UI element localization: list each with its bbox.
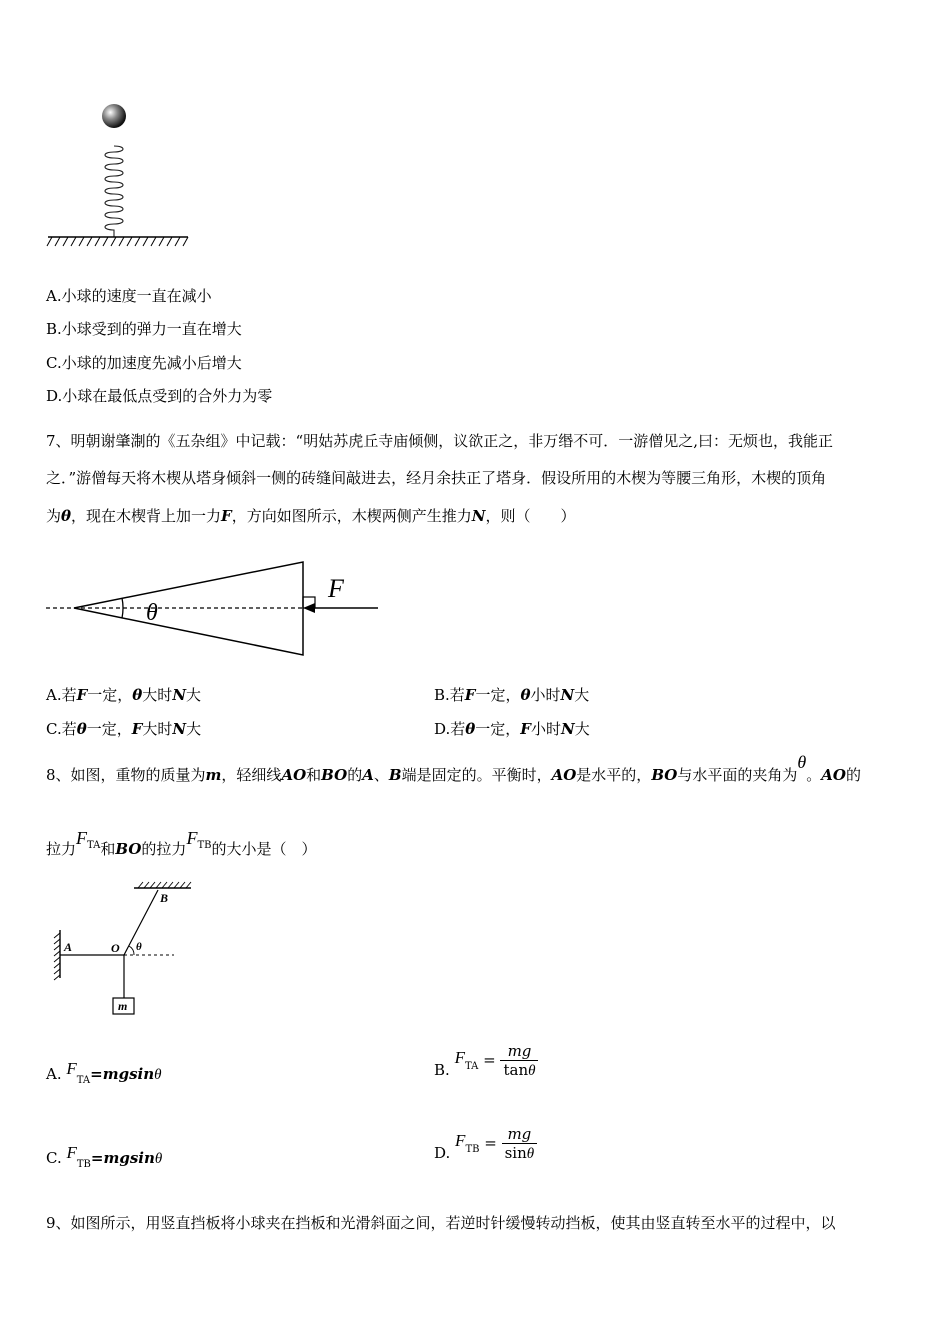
angle-arc [122,598,123,618]
q8-option-b: B. $F_{TA}$ = $\frac{mg}{\tan\theta}$ [434,1042,538,1080]
theta-arc [129,946,134,955]
label-o: O [111,941,120,955]
q8-stem-line2: 拉力$F_{TA}$和BO的拉力$F_{TB}$的大小是（ ） [46,828,317,858]
spring [105,146,123,237]
q7-stem-line3: 为θ，现在木楔背上加一力F，方向如图所示，木楔两侧产生推力N，则（ ） [46,507,576,525]
label-m: m [118,999,128,1013]
q7-option-b: B.若F一定，θ小时N大 [434,686,590,704]
q7-stem-line1: 7、明朝谢肇淛的《五杂组》中记载：“明姑苏虎丘寺庙倾侧，议欲正之，非万缗不可．一游僧见之,曰：无烦也，我能正 [46,432,833,450]
q6-option-a: A.小球的速度一直在减小 [46,287,212,305]
q8-option-a: A. $F_{TA}=mgsin\theta$ [46,1059,162,1086]
label-a: A [64,940,73,954]
q7-option-a: A.若F一定，θ大时N大 [46,686,202,704]
q8-stem-line1: 8、如图，重物的质量为m，轻细线AO和BO的A、B端是固定的。平衡时，AO是水平的，BO与水平面的夹角为θ。AO的 [46,752,861,784]
wedge-theta-label: θ [146,600,158,626]
label-theta: θ [136,941,142,953]
label-b: B [160,891,169,905]
force-label: F [328,574,344,603]
q7-option-d: D.若θ一定，F小时N大 [434,720,590,738]
q6-option-c: C.小球的加速度先减小后增大 [46,354,242,372]
q8-option-c: C. $F_{TB}=mgsin\theta$ [46,1143,163,1170]
ball [102,104,126,128]
q6-option-b: B.小球受到的弹力一直在增大 [46,320,242,338]
q7-option-c: C.若θ一定，F大时N大 [46,720,202,738]
q6-option-d: D.小球在最低点受到的合外力为零 [46,387,273,405]
spring-ball-figure [44,98,194,248]
q7-stem-line2: 之．”游僧每天将木楔从塔身倾斜一侧的砖缝间敲进去，经月余扶正了塔身．假设所用的木楔为等腰三角形，木楔的顶角 [46,469,827,487]
wedge-figure [44,555,384,665]
string-figure [48,880,198,1020]
q8-option-d: D. $F_{TB}$ = $\frac{mg}{\sin\theta}$ [434,1125,537,1163]
q9-stem-line1: 9、如图所示，用竖直挡板将小球夹在挡板和光滑斜面之间，若逆时针缓慢转动挡板，使其由竖直转至水平的过程中，以 [46,1214,836,1232]
